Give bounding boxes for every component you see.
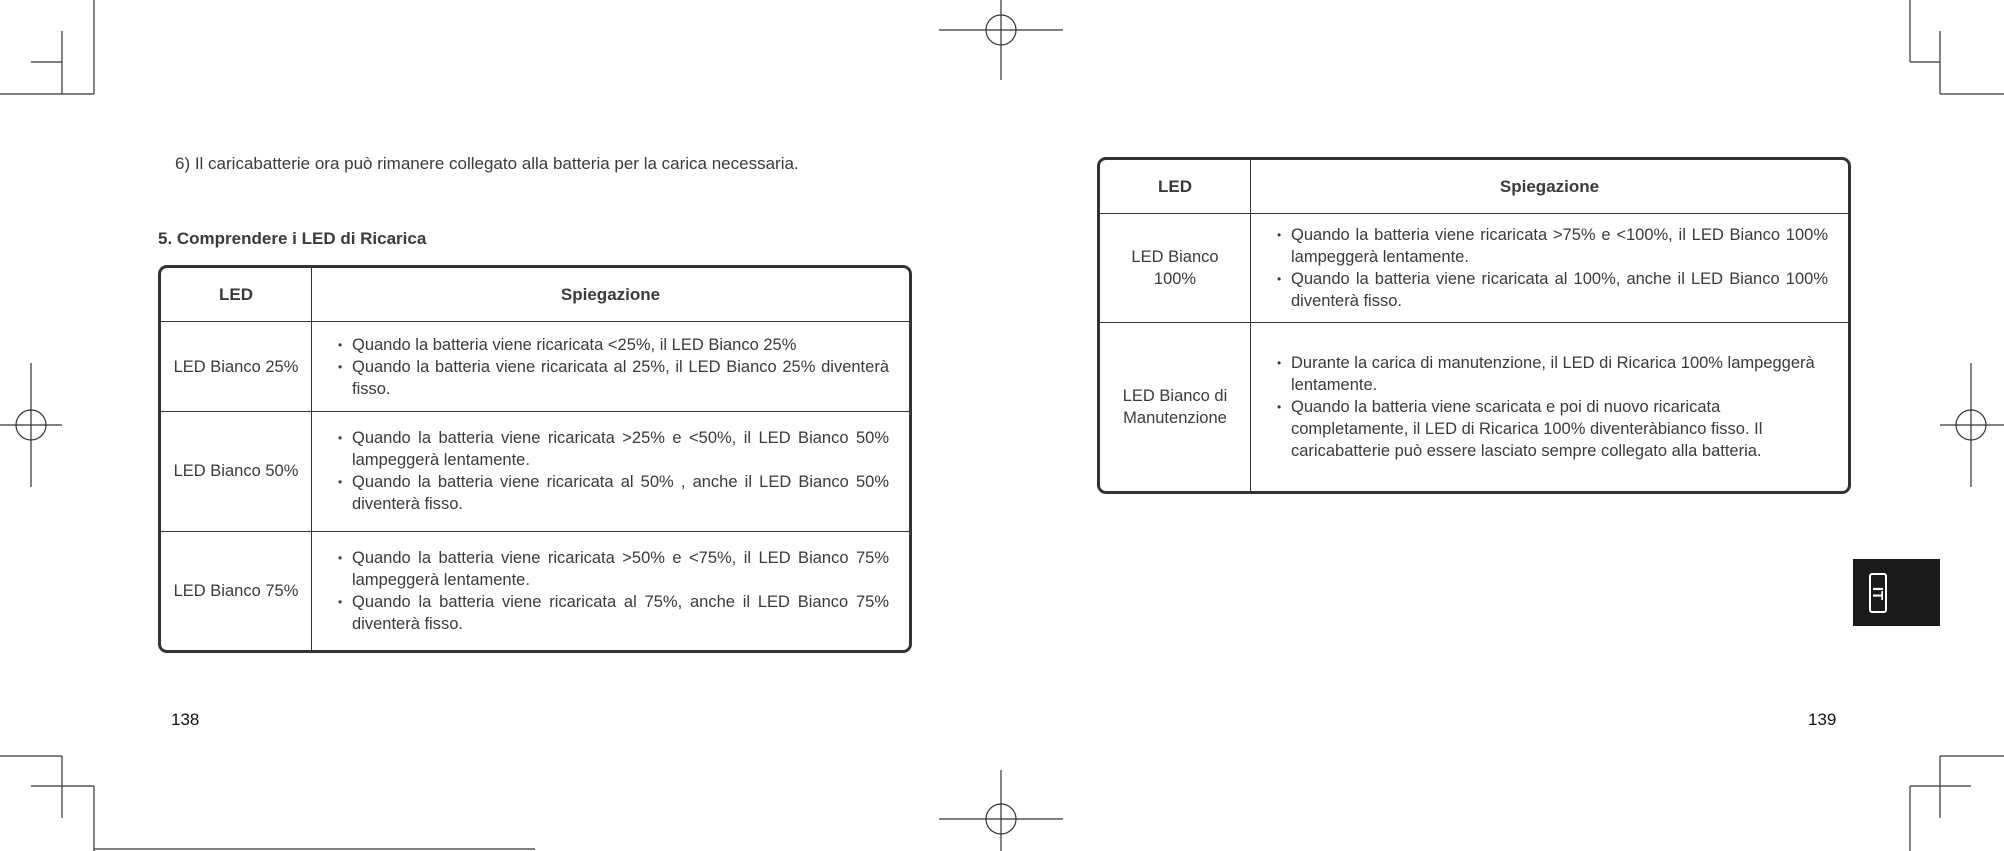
explanation-item: • Quando la batteria viene scaricata e poi di nuovo ricaricata completamente, il LED di Ricarica 100% diventeràbianco fisso. Il caricabatterie può essere lasciato sempre collegato alla batteria. <box>1277 396 1828 462</box>
table-header-row <box>161 268 909 322</box>
led-label: LED Bianco 100% <box>1100 214 1251 323</box>
header-led: LED <box>161 268 312 322</box>
table-row-led-maintenance <box>1100 323 1848 492</box>
led-label: LED Bianco 50% <box>161 412 312 532</box>
led-label: LED Bianco di Manutenzione <box>1100 323 1251 492</box>
explanation-item: • Quando la batteria viene ricaricata al 100%, anche il LED Bianco 100% diventerà fisso. <box>1277 268 1828 312</box>
explanation-item: • Quando la batteria viene ricaricata >50% e <75%, il LED Bianco 75% lampeggerà lentamente. <box>338 547 889 591</box>
explanation-item: • Quando la batteria viene ricaricata al 75%, anche il LED Bianco 75% diventerà fisso. <box>338 591 889 635</box>
intro-step-6: 6) Il caricabatterie ora può rimanere collegato alla batteria per la carica necessaria. <box>175 154 799 173</box>
table-row-led-75 <box>161 531 909 650</box>
explanation-item: • Quando la batteria viene ricaricata al 50% , anche il LED Bianco 50% diventerà fisso. <box>338 471 889 515</box>
explanation-item: • Durante la carica di manutenzione, il LED di Ricarica 100% lampeggerà lentamente. <box>1277 352 1828 396</box>
explanation-item: • Quando la batteria viene ricaricata >75% e <100%, il LED Bianco 100% lampeggerà lentamente. <box>1277 224 1828 268</box>
language-code: IT <box>1869 586 1887 600</box>
page-number-right: 139 <box>1808 710 1837 729</box>
led-table-right <box>1097 157 1851 494</box>
page-number-left: 138 <box>171 710 200 729</box>
led-label: LED Bianco 75% <box>161 531 312 650</box>
table-header-row <box>1100 160 1848 214</box>
explanation-item: • Quando la batteria viene ricaricata >25% e <50%, il LED Bianco 50% lampeggerà lentamente. <box>338 427 889 471</box>
table-row-led-50 <box>161 412 909 532</box>
section-title: 5. Comprendere i LED di Ricarica <box>158 229 427 248</box>
header-explanation: Spiegazione <box>1251 160 1849 214</box>
led-table-left <box>158 265 912 653</box>
explanation-item: • Quando la batteria viene ricaricata <25%, il LED Bianco 25% <box>338 334 889 356</box>
table-row-led-100 <box>1100 214 1848 323</box>
language-tab <box>1853 559 1940 626</box>
header-explanation: Spiegazione <box>312 268 910 322</box>
explanation-item: • Quando la batteria viene ricaricata al 25%, il LED Bianco 25% diventerà fisso. <box>338 356 889 400</box>
language-badge <box>1869 573 1887 613</box>
led-label: LED Bianco 25% <box>161 322 312 412</box>
table-row-led-25 <box>161 322 909 412</box>
header-led: LED <box>1100 160 1251 214</box>
